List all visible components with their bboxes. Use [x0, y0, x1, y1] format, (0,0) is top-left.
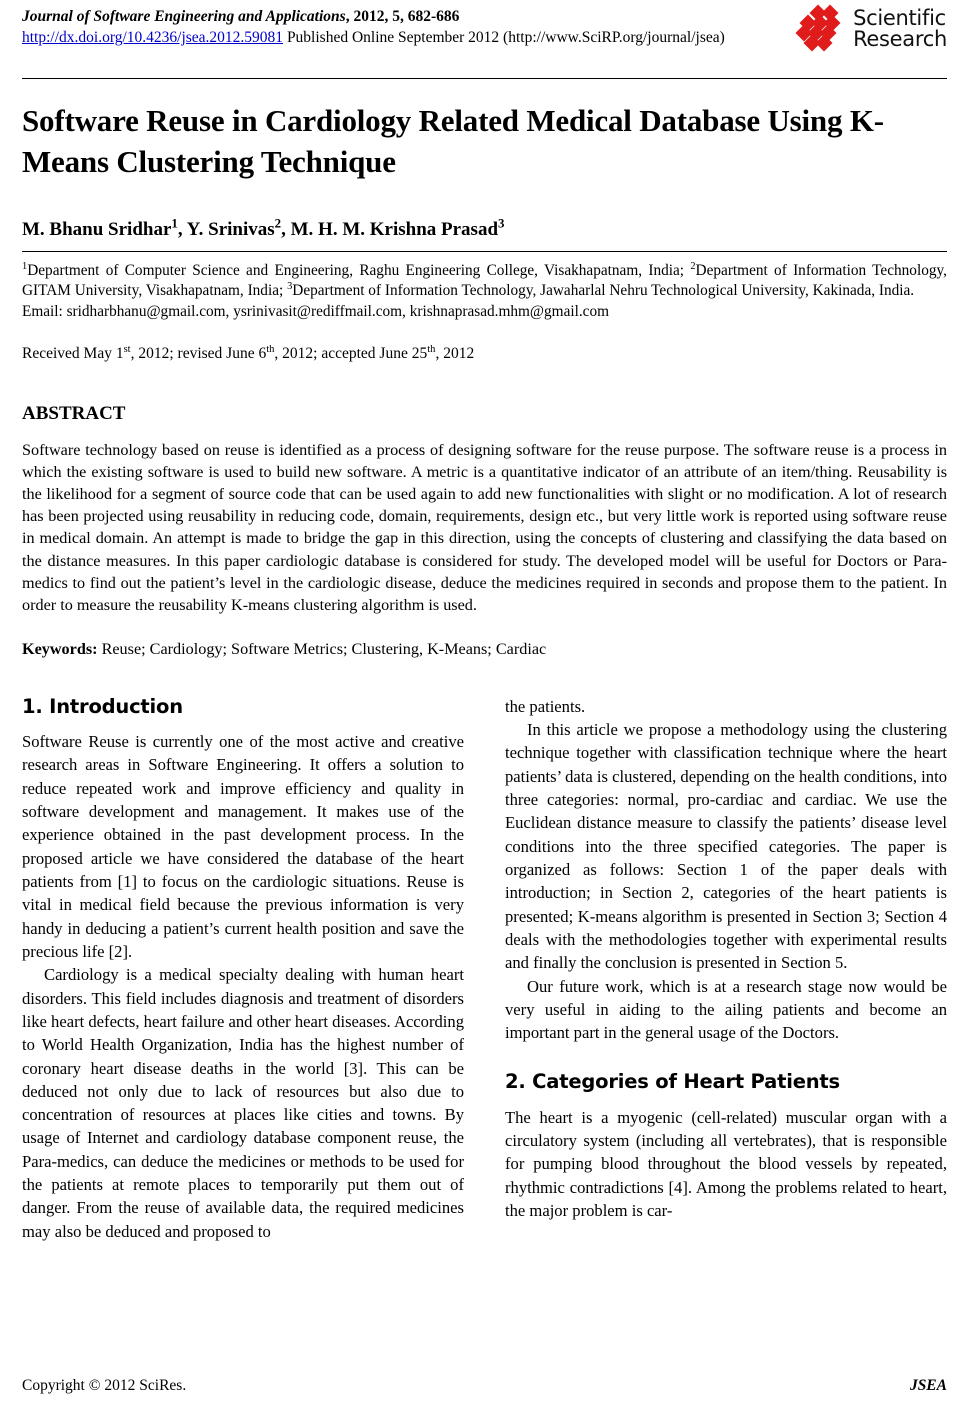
publisher-name — [853, 5, 947, 51]
author-divider — [22, 251, 947, 252]
section-heading-categories: 2. Categories of Heart Patients — [505, 1070, 840, 1094]
running-head-text — [22, 6, 852, 48]
running-head — [22, 6, 947, 58]
categories-paragraph-1: The heart is a myogenic (cell-related) muscular organ with a circulatory system (including all vertebrates), that is responsible for pumping blood throughout the blood vessels by repeated, rhythmic contradictions [4]. Among the problems related to heart, the major problem is car- — [505, 1107, 947, 1221]
journal-abbreviation: JSEA — [909, 1377, 947, 1394]
journal-title: Journal of Software Engineering and Applications — [22, 8, 346, 25]
published-online-text: Published Online September 2012 (http://www.SciRP.org/journal/jsea) — [283, 29, 725, 46]
section-heading-introduction: 1. Introduction — [22, 694, 183, 718]
intro-paragraph-1: Software Reuse is currently one of the most active and creative research areas in Software Engineering. It offers a solution to reduce repeated work and improve efficiency and quality in software development and management. It makes use of the experience obtained in the past development process. In the proposed article we have considered the database of the heart patients from [1] to focus on the cardiologic situations. Reuse is vital in medical field because the previous information is very handy in deducing a patient’s current health position and save the precious life [2]. — [22, 732, 464, 961]
intro-paragraph-2-continued: the patients. — [505, 696, 586, 716]
intro-paragraph-4: Our future work, which is at a research stage now would be very useful in aiding to the ailing patients and become an important part in the general usage of the Doctors. — [505, 976, 947, 1043]
doi-line — [22, 27, 852, 48]
author-emails: Email: sridharbhanu@gmail.com, ysrinivasit@rediffmail.com, krishnaprasad.mhm@gmail.com — [22, 302, 610, 320]
submission-dates: Received May 1st, 2012; revised June 6th, 2012; accepted June 25th, 2012 — [22, 343, 475, 362]
author-list: M. Bhanu Sridhar$^1$, Y. Srinivas$^2$, M. H. M. Krishna Prasad$^3$ — [22, 215, 505, 240]
publisher-name-line1: Scientific — [853, 5, 946, 30]
keywords-values: Reuse; Cardiology; Software Metrics; Clustering, K-Means; Cardiac — [97, 639, 547, 658]
page-footer — [22, 1377, 947, 1395]
keywords-line — [22, 639, 947, 661]
publisher-name-line2: Research — [853, 27, 947, 51]
affiliations: $^1$Department of Computer Science and Engineering, Raghu Engineering College, Visakhapatnam, India; $^2$Department of Information Technology, GITAM University, Visakhapatnam, India; $^3$Department of Information Technology, Jawaharlal Nehru Technological University, Kakinada, India. — [22, 260, 947, 299]
journal-volume-pages: , 2012, 5, 682-686 — [345, 8, 460, 25]
abstract-text: Software technology based on reuse is identified as a process of designing software for the reuse purpose. The software reuse is a process in which the existing software is used to build new software. A metric is a quantitative indicator of an attribute of an item/thing. Reusability is the likelihood for a segment of source code that can be used again to add new functionalities with slight or no modification. A lot of research has been projected using reusability in reducing code, domain, requirements, design etc., but very little work is reported using software reuse in medical domain. An attempt is made to bridge the gap in this direction, using the concepts of clustering and classifying the data based on the distance measures. In this paper cardiologic database is considered for study. The developed model will be useful for Doctors or Para-medics to find out the patient’s level in the cardiologic disease, deduce the medicines required in seconds and propose them to the patient. In order to measure the reusability K-means clustering algorithm is used. — [22, 441, 947, 614]
scientific-research-diamond-icon — [798, 6, 846, 52]
intro-paragraph-3: In this article we propose a methodology using the clustering technique together with classification technique where the heart patients’ data is clustered, depending on the health conditions, into three categories: normal, pro-cardiac and cardiac. We use the Euclidean distance measure to classify the patients’ disease level conditions into the three specified categories. The paper is organized as follows: Section 1 of the paper deals with introduction; in Section 2, categories of the heart patients is presented; K-means algorithm is presented in Section 3; Section 4 deals with the methodologies together with experimental results and finally the conclusion is presented in Section 5. — [505, 720, 947, 973]
abstract-heading: ABSTRACT — [22, 403, 126, 425]
copyright-notice: Copyright © 2012 SciRes. — [22, 1377, 187, 1394]
journal-citation-line — [22, 6, 852, 27]
publisher-logo — [798, 6, 947, 52]
intro-paragraph-2: Cardiology is a medical specialty dealing with human heart disorders. This field includes diagnosis and treatment of disorders like heart defects, heart failure and other heart diseases. According to World Health Organization, India has the highest number of coronary heart disease deaths in the world [3]. This can be deduced not only due to lack of resources but also due to concentration of resources at places like cities and towns. By usage of Internet and cardiology database component reuse, the Para-medics, can deduce the medicines or methods to be used for the patients at remote places to temporarily put them out of danger. From the reuse of available data, the required medicines may also be deduced and proposed to — [22, 965, 464, 1241]
right-column — [505, 695, 947, 1243]
page-title: Software Reuse in Cardiology Related Medical Database Using K-Means Clustering Technique — [22, 103, 884, 179]
keywords-label: Keywords: — [22, 639, 98, 658]
left-column — [22, 695, 464, 1243]
doi-link[interactable]: http://dx.doi.org/10.4236/jsea.2012.59081 — [22, 29, 284, 46]
body-columns — [22, 695, 947, 1243]
header-divider — [22, 78, 947, 79]
